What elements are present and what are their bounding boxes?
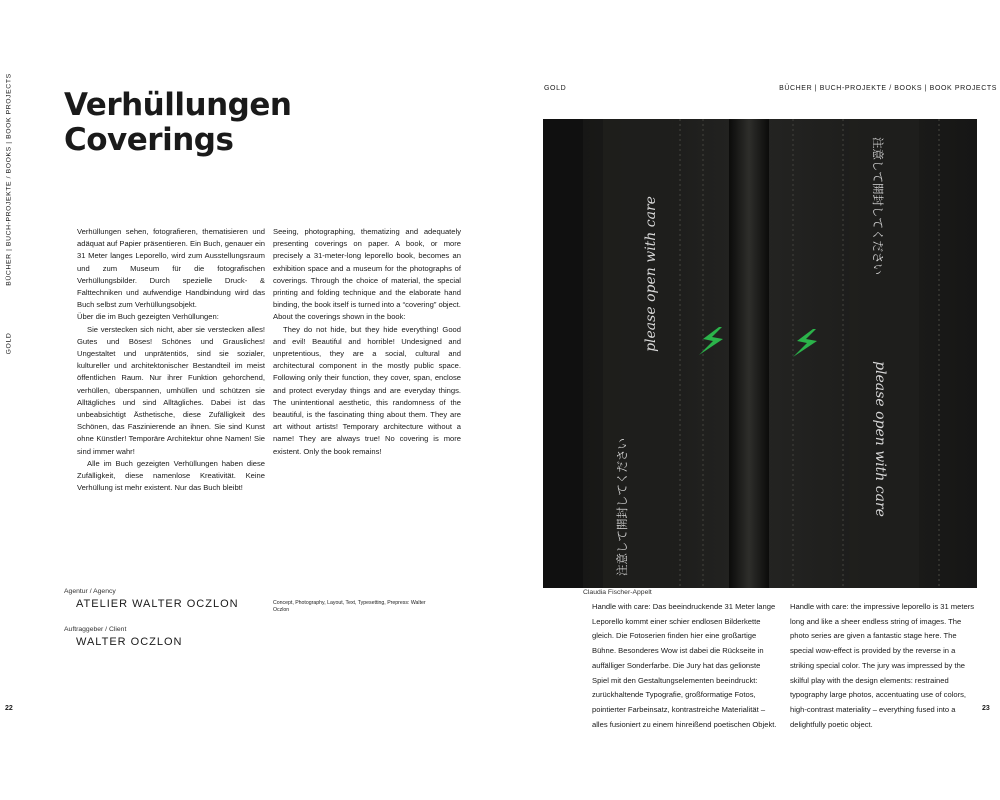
- german-paragraph: Über die im Buch gezeigten Verhüllungen:: [77, 312, 219, 322]
- review-german-text: Handle with care: Das beeindruckende 31 Meter lange Leporello kommt einer schier endlosen Bilderkette gleich. Die Fotoserien finden hier eine großartige Bühne. Besonderes Wow ist dabei die Rückseite in auffälliger Sonderfarbe. Die Jury hat das gelionste Spiel mit den Gestaltungselementen beeindruckt: zurückhaltende Typografie, großformatige Fotos, pointierter Farbeinsatz, kontrastreiche Materialität – alles fusioniert zu einem hinreißend poetischen Objekt.: [592, 602, 777, 729]
- english-paragraph: They do not hide, but they hide everything! Good and evil! Beautiful and horrible! Undesigned and unpretentious, they are a social, cultural and architectural component in the mostly public space. Following only their function, they cover, span, enclose and protect everyday things and are everyday things. The unintentional aesthetic, this randomness of the beautiful, is the fascinating thing about them. They are art without artists! Temporary architecture without a name! They are always true! No covering is more existent. Only the book remains!: [273, 324, 461, 456]
- vertical-section-label: [0, 73, 18, 368]
- title-german: Verhüllungen: [64, 87, 292, 123]
- title-english: Coverings: [64, 122, 234, 158]
- print-text-english-lower: please open with care: [872, 361, 888, 517]
- review-english-text: Handle with care: the impressive leporello is 31 meters long and like a sheer endless string of images. The photo series are given a fantastic stage here. The special wow-effect is provided by the reverse in a striking special color. The jury was impressed by the skilful play with the design elements: restrained typography large photos, accentuating use of colors, high-contrast materiality – everything fused into a delightfully poetic object.: [790, 602, 975, 729]
- vertical-section-text: BÜCHER | BUCH-PROJEKTE / BOOKS | BOOK PROJECTS: [5, 73, 13, 286]
- client-name: WALTER OCZLON: [76, 636, 183, 648]
- fabric-shadow-left: [543, 119, 583, 588]
- page-title: [64, 88, 291, 158]
- agency-name: ATELIER WALTER OCZLON: [76, 598, 239, 610]
- print-text-japanese-upper: 注意して開封してください: [871, 137, 885, 275]
- english-paragraph: About the coverings shown in the book:: [273, 312, 406, 322]
- agency-label: Agentur / Agency: [64, 588, 116, 595]
- page-number-left: 22: [5, 705, 13, 712]
- fabric-photo-illustration: [543, 119, 977, 588]
- header-category: GOLD: [544, 85, 567, 92]
- credits-text: Concept, Photography, Layout, Text, Typesetting, Prepress: Walter Oczlon: [273, 600, 426, 613]
- header-section: BÜCHER | BUCH-PROJEKTE / BOOKS | BOOK PROJECTS: [779, 85, 997, 92]
- german-paragraph: Sie verstecken sich nicht, aber sie verstecken alles! Gutes und Böses! Schönes und Grausliches! Ungestaltet und unprätentiös, sind sie sozialer, kultureller und architektonischer Bestandteil im meist öffentlichen Raum. Nur ihrer Funktion gehorchend, verhüllen, überspannen, umhüllen und schützen sie Alltägliches und sind Alltägliches. Dabei ist das unbeabsichtigt Ästhetische, diese Zufälligkeit des Schönen, das Faszinierende an ihnen. Sie sind Kunst ohne Künstler! Temporäre Architektur ohne Namen! Sie sind immer wahr!: [77, 324, 265, 456]
- fabric-fold-center: [729, 119, 769, 588]
- vertical-category-text: GOLD: [5, 332, 13, 355]
- english-text-column: [273, 226, 461, 458]
- print-text-japanese-lower: 注意して開封してください: [615, 438, 629, 576]
- german-text-column: [77, 226, 265, 494]
- review-german: [592, 600, 778, 732]
- fabric-band-left: [603, 119, 673, 588]
- print-text-english-upper: please open with care: [643, 196, 659, 352]
- book-photo: [543, 119, 977, 588]
- german-paragraph: Alle im Buch gezeigten Verhüllungen haben diese Zufälligkeit, diese namenlose Kreativität. Keine Verhüllung ist mehr existent. Nur das Buch bleibt!: [77, 458, 265, 493]
- page-number-right: 23: [982, 705, 990, 712]
- review-english: [790, 600, 976, 732]
- german-paragraph: Verhüllungen sehen, fotografieren, thematisieren und adäquat auf Papier präsentieren. Ein Buch, genauer ein 31 Meter langes Leporello, wird zum Ausstellungsraum und zum Museum für die fotografischen Verhüllungsbilder. Durch spezielle Druck- & Falttechniken und aufwendige Handbindung wird das Buch selbst zum Verhüllungsobjekt.: [77, 227, 265, 310]
- english-paragraph: Seeing, photographing, thematizing and adequately presenting coverings on paper. A book, or more precisely a 31-meter-long leporello book, becomes an exhibition space and a museum for the photographs of coverings. Through the choice of material, the special printing and folding technique and the elaborate hand binding, the book itself is turned into a “covering” object.: [273, 227, 461, 310]
- client-label: Auftraggeber / Client: [64, 626, 127, 633]
- reviewer-name: Claudia Fischer-Appelt: [583, 589, 652, 596]
